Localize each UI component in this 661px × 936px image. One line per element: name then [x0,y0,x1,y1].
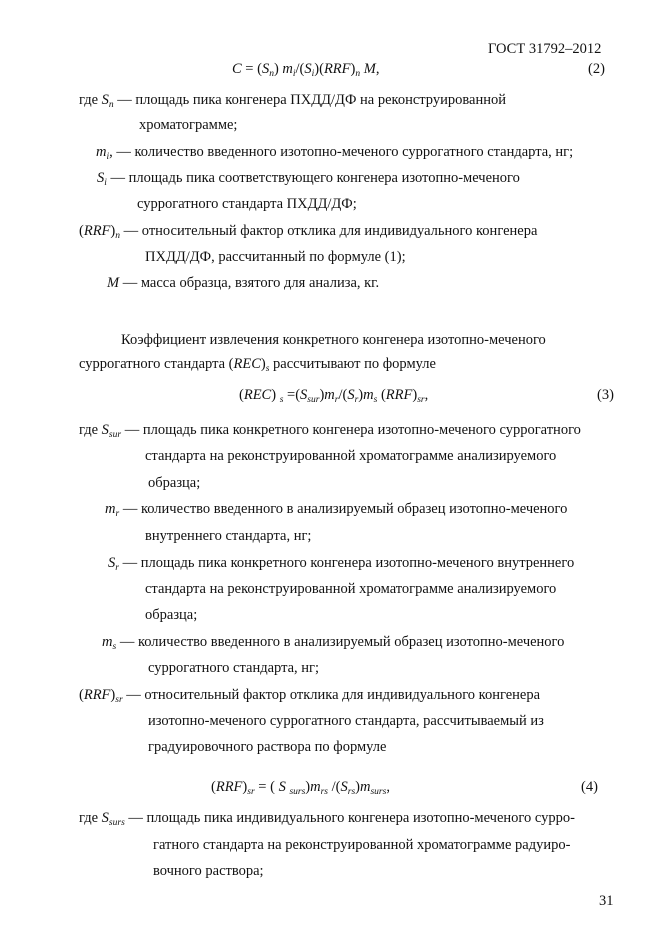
where-Ssur-line-1: где $S_{sur}$ — площадь пика конкретного конгенера изотопно-меченого суррогатного [79,422,581,440]
where-mr-line-1: $m_r$ — количество введенного в анализируемый образец изотопно-меченого [105,501,568,519]
formula-2-number: (2) [588,61,605,77]
paragraph-line-2: суррогатного стандарта $(REC)_s$ рассчитывают по формуле [79,356,436,374]
where-mr-line-2: внутреннего стандарта, нг; [145,528,312,544]
where-RRFn-line-2: ПХДД/ДФ, рассчитанный по формуле (1); [145,249,406,265]
where-Sn-line-2: хроматограмме; [139,117,238,133]
where-M-line: M — масса образца, взятого для анализа, кг. [107,275,380,291]
where-RRFsr-line-3: градуировочного раствора по формуле [148,739,387,755]
formula-2: $C = (S_n)$ $m_i/(S_i)(RRF)_n$ M, [232,61,380,79]
formula-4-number: (4) [581,779,598,795]
formula-3: (REC) $_s =(S_{sur})m_r/(S_r)m_s$ $(RRF)_{sr}$, [239,387,429,405]
where-Sr-line-2: стандарта на реконструированной хроматограмме анализируемого [145,581,557,597]
where-RRFn-line-1: $(RRF)_n$ — относительный фактор отклика для индивидуального конгенера [79,223,538,241]
where-Sr-line-1: $S_r$ — площадь пика конкретного конгенера изотопно-меченого внутреннего [108,555,575,573]
where-Ssurs-line-1: где $S_{surs}$ — площадь пика индивидуального конгенера изотопно-меченого сурро- [79,810,575,828]
formula-4: $(RRF)_{sr}$ = ( S $_{surs})m_{rs}$ $/(S_{rs})m_{surs}$, [211,779,390,797]
where-mi-line: $m_i$, — количество введенного изотопно-меченого суррогатного стандарта, нг; [96,144,574,162]
where-ms-line-2: суррогатного стандарта, нг; [148,660,320,676]
where-ms-line-1: $m_s$ — количество введенного в анализируемый образец изотопно-меченого [102,634,565,652]
header-standard: ГОСТ 31792–2012 [488,41,602,57]
where-Ssur-line-2: стандарта на реконструированной хроматограмме анализируемого [145,448,557,464]
formula-3-number: (3) [597,387,614,403]
where-Si-line-1: $S_i$ — площадь пика соответствующего конгенера изотопно-меченого [97,170,520,188]
where-Si-line-2: суррогатного стандарта ПХДД/ДФ; [137,196,357,212]
where-Sn-line-1: где $S_n$ — площадь пика конгенера ПХДД/ДФ на реконструированной [79,92,506,110]
where-Ssurs-line-2: гатного стандарта на реконструированной хроматограмме радуиро- [153,837,571,853]
where-RRFsr-line-1: $(RRF)_{sr}$ — относительный фактор отклика для индивидуального конгенера [79,687,541,705]
paragraph-line-1: Коэффициент извлечения конкретного конгенера изотопно-меченого [121,332,546,348]
where-RRFsr-line-2: изотопно-меченого суррогатного стандарта, рассчитываемый из [148,713,544,729]
page-number: 31 [599,893,614,909]
where-Ssur-line-3: образца; [148,475,201,491]
where-Sr-line-3: образца; [145,607,198,623]
where-Ssurs-line-3: вочного раствора; [153,863,264,879]
